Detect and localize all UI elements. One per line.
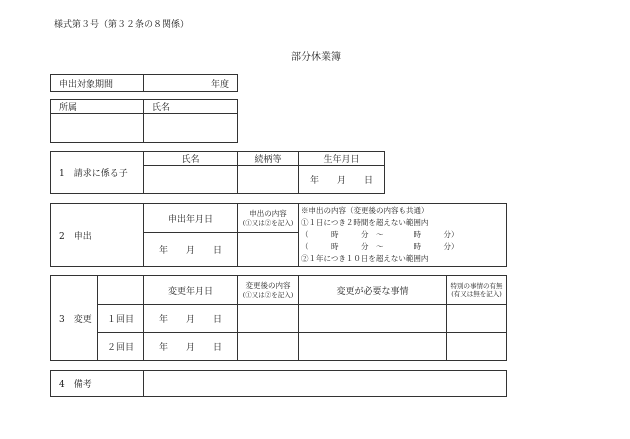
child-birth-field[interactable]	[299, 166, 385, 194]
child-name-field[interactable]	[144, 166, 238, 194]
child-relation-header: 続柄等	[238, 152, 299, 166]
change-row2-date-field[interactable]	[144, 333, 238, 361]
change-reason-header: 変更が必要な事情	[299, 276, 447, 305]
department-field[interactable]	[51, 114, 144, 143]
department-label: 所属	[51, 100, 144, 114]
note-line1: ①１日につき２時間を超えない範囲内	[301, 218, 429, 227]
affiliation-table	[50, 99, 238, 143]
request-content-header	[238, 204, 299, 233]
request-note	[299, 204, 507, 267]
change-content-header	[238, 276, 299, 305]
child-birth-header: 生年月日	[299, 152, 385, 166]
section1-label: 1 請求に係る子	[51, 152, 144, 194]
request-date-field[interactable]	[144, 233, 238, 267]
special-circumstance-header	[447, 276, 507, 305]
change-row1-special-field[interactable]	[447, 305, 507, 333]
child-relation-field[interactable]	[238, 166, 299, 194]
period-year-field[interactable]	[144, 75, 238, 92]
section4-table	[50, 370, 507, 397]
change-row1-date-field[interactable]	[144, 305, 238, 333]
request-content-header-line1: 申出の内容	[249, 209, 287, 219]
special-header-line1: 特別の事情の有無	[450, 281, 503, 290]
section1-table	[50, 151, 385, 194]
note-line3: （ 時 分 ～ 時 分）	[301, 242, 459, 251]
page-title: 部分休業簿	[291, 52, 341, 63]
change-row2-content-field[interactable]	[238, 333, 299, 361]
section2-label: 2 申出	[51, 204, 144, 267]
period-table	[50, 74, 238, 92]
change-content-header-line2: (①又は②を記入)	[242, 290, 294, 299]
special-header-line2: (有又は無を記入)	[451, 290, 502, 298]
period-suffix: 年度	[210, 79, 229, 90]
request-date-placeholder: 年 月 日	[158, 246, 222, 256]
note-line4: ②１年につき１０日を超えない範囲内	[301, 254, 429, 263]
remarks-field[interactable]	[144, 371, 507, 397]
section3-table	[50, 275, 507, 361]
child-name-header: 氏名	[144, 152, 238, 166]
request-content-field[interactable]	[238, 233, 299, 267]
child-birth-placeholder: 年 月 日	[309, 176, 373, 186]
section3-label: 3 変更	[51, 276, 98, 361]
period-label: 申出対象期間	[51, 75, 144, 92]
section3-blank-header	[98, 276, 144, 305]
note-header: ※申出の内容（変更後の内容も共通）	[301, 206, 429, 215]
name-label: 氏名	[144, 100, 238, 114]
change-content-header-line1: 変更後の内容	[245, 281, 291, 291]
change-row1-date-placeholder: 年 月 日	[158, 315, 222, 325]
request-date-header: 申出年月日	[144, 204, 238, 233]
section4-label: 4 備考	[51, 371, 144, 397]
change-row2-reason-field[interactable]	[299, 333, 447, 361]
change-row2-label: ２回目	[98, 333, 144, 361]
request-content-header-line2: (①又は②を記入)	[242, 218, 294, 227]
section2-table	[50, 203, 507, 267]
change-row1-label: １回目	[98, 305, 144, 333]
change-row2-date-placeholder: 年 月 日	[158, 343, 222, 353]
name-field[interactable]	[144, 114, 238, 143]
note-line2: （ 時 分 ～ 時 分）	[301, 230, 459, 239]
change-row2-special-field[interactable]	[447, 333, 507, 361]
change-row1-content-field[interactable]	[238, 305, 299, 333]
form-number: 様式第３号（第３２条の８関係）	[54, 20, 190, 30]
change-row1-reason-field[interactable]	[299, 305, 447, 333]
change-date-header: 変更年月日	[144, 276, 238, 305]
